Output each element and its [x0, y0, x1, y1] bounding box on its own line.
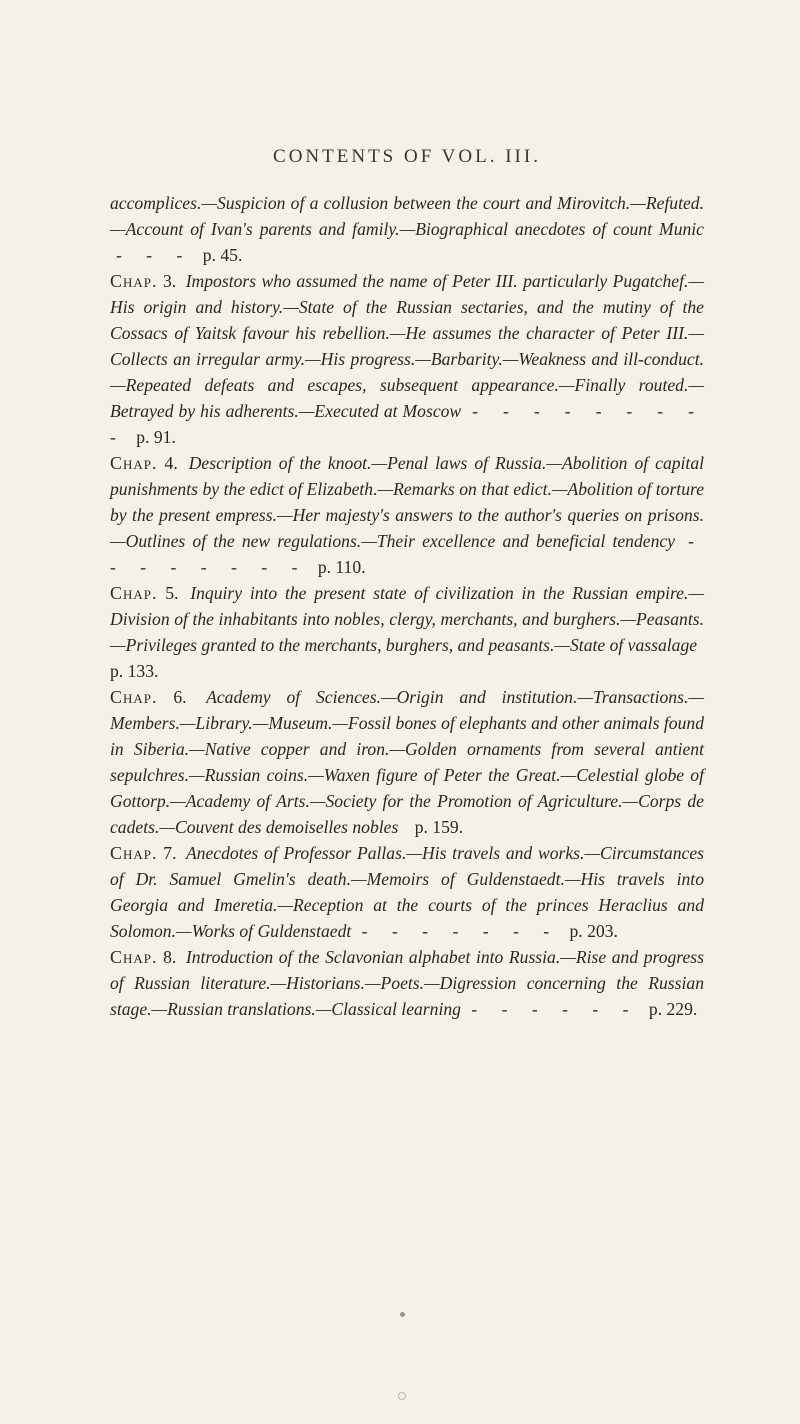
page-reference: p. 203. — [569, 921, 618, 941]
dot-leader: - - - - - - - - - — [110, 401, 704, 447]
chapter-number: 5. — [165, 583, 179, 603]
contents-entry — [110, 190, 704, 268]
chapter-label: Chap. — [110, 843, 158, 863]
entry-text: Academy of Sciences.—Origin and institution.—Transactions.—Members.—Library.—Museum.—Fossil bones of elephants and other animals found in Siberia.—Native copper and iron.—Golden ornaments from several antient sepulchres.—Russian coins.—Waxen figure of Peter the Great.—Celestial globe of Gottorp.—Academy of Arts.—Society for the Promotion of Agriculture.—Corps de cadets.—Couvent des demoiselles nobles — [110, 687, 704, 837]
page-reference: p. 45. — [202, 245, 243, 265]
chapter-number: 7. — [163, 843, 177, 863]
page-reference: p. 159. — [414, 817, 464, 837]
entry-text: Description of the knoot.—Penal laws of Russia.—Abolition of capital punishments by the edict of Elizabeth.—Remarks on that edict.—Abolition of torture by the present empress.—Her majesty's answers to the author's queries on prisons.—Outlines of the new regulations.—Their excellence and beneficial tendency — [110, 453, 705, 551]
chapter-label: Chap. — [110, 687, 158, 707]
chapter-label: Chap. — [110, 453, 158, 473]
chapter-label: Chap. — [110, 583, 158, 603]
contents-entry — [110, 684, 704, 840]
entry-text: Anecdotes of Professor Pallas.—His travels and works.—Circumstances of Dr. Samuel Gmelin's death.—Memoirs of Guldenstaedt.—His travels into Georgia and Imeretia.—Reception at the courts of the princes Heraclius and Solomon.—Works of Guldenstaedt — [110, 843, 704, 941]
entry-text: Introduction of the Sclavonian alphabet into Russia.—Rise and progress of Russian literature.—Historians.—Poets.—Digression concerning the Russian stage.—Russian translations.—Classical learning — [110, 947, 704, 1019]
chapter-number: 6. — [173, 687, 187, 707]
contents-entry — [110, 268, 704, 450]
ink-speck — [400, 1312, 405, 1317]
page-reference: p. 91. — [136, 427, 176, 447]
page-reference: p. 229. — [648, 999, 698, 1019]
contents-entry — [110, 944, 704, 1022]
running-head: CONTENTS OF VOL. III. — [273, 146, 541, 167]
dot-leader: - - - — [116, 245, 193, 265]
contents-entry — [110, 840, 704, 944]
chapter-label: Chap. — [110, 947, 158, 967]
entry-text: accomplices.—Suspicion of a collusion between the court and Mirovitch.—Refuted.—Account of Ivan's parents and family.—Biographical anecdotes of count Munic — [110, 193, 704, 239]
chapter-number: 8. — [163, 947, 177, 967]
dot-leader: - - - - - - - — [361, 921, 560, 941]
contents-entry — [110, 580, 704, 684]
dot-leader: - - - - - - - - — [110, 531, 704, 577]
paper-mark — [398, 1392, 406, 1400]
page-reference: p. 133. — [110, 661, 159, 681]
chapter-number: 4. — [164, 453, 178, 473]
contents-entry — [110, 450, 704, 580]
chapter-label: Chap. — [110, 271, 158, 291]
contents-list — [110, 190, 704, 1022]
entry-text: Impostors who assumed the name of Peter III. particularly Pugatchef.—His origin and history.—State of the Russian sectaries, and the mutiny of the Cossacs of Yaitsk favour his rebellion.—He assumes the character of Peter III.—Collects an irregular army.—His progress.—Barbarity.—Weakness and ill-conduct.—Repeated defeats and escapes, subsequent appearance.—Finally routed.—Betrayed by his adherents.—Executed at Moscow — [110, 271, 705, 421]
page-reference: p. 110. — [317, 557, 366, 577]
entry-text: Inquiry into the present state of civilization in the Russian empire.—Division of the inhabitants into nobles, clergy, merchants, and burghers.—Peasants.—Privileges granted to the merchants, burghers, and peasants.—State of vassalage — [110, 583, 705, 655]
dot-leader: - - - - - - — [471, 999, 639, 1019]
chapter-number: 3. — [163, 271, 177, 291]
